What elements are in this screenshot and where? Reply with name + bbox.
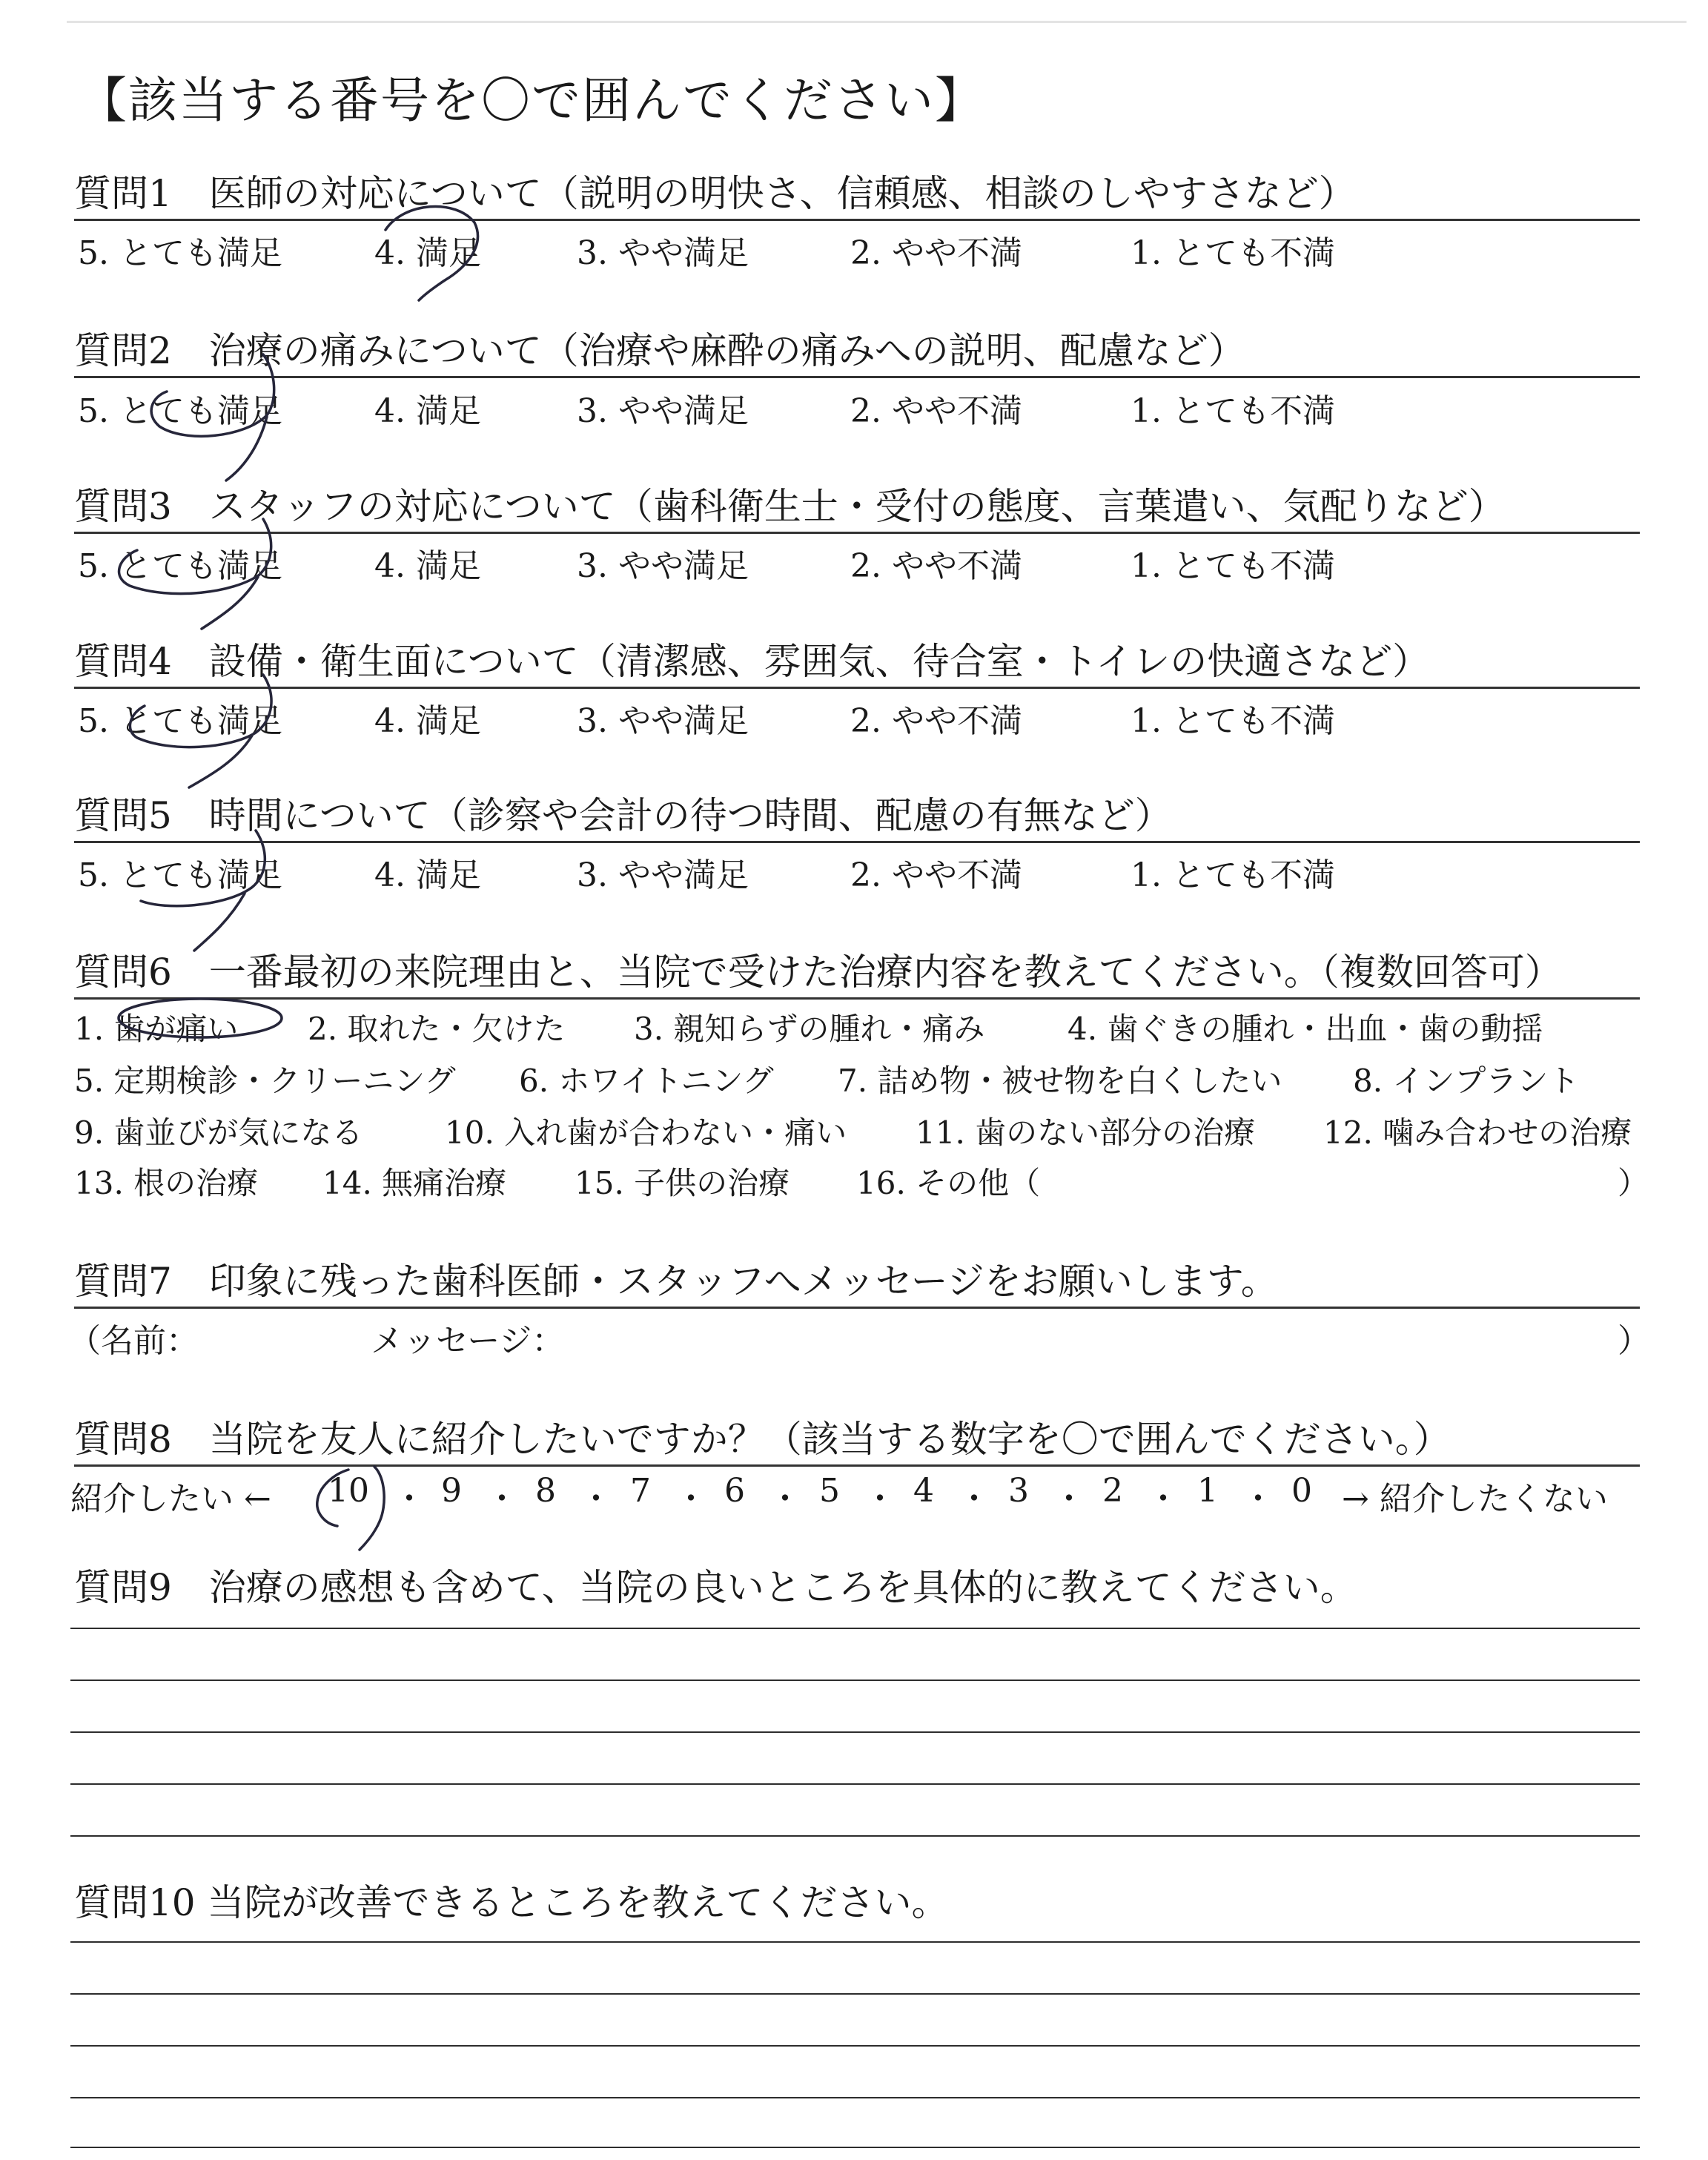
question-4-text: 質問4 設備・衛生面について（清潔感、雰囲気、待合室・トイレの快適さなど） xyxy=(74,640,1430,683)
question-9-text: 質問9 治療の感想も含めて、当院の良いところを具体的に教えてください。 xyxy=(74,1566,1357,1609)
q2-option-3[interactable]: 3. やや満足 xyxy=(577,392,749,430)
q6-option-6[interactable]: 6. ホワイトニング xyxy=(519,1063,774,1099)
question-5-header xyxy=(74,782,1640,843)
q5-option-4[interactable]: 4. 満足 xyxy=(374,856,481,894)
question-10-header xyxy=(74,1869,1640,1928)
q8-score-3[interactable]: 3 xyxy=(1008,1472,1029,1510)
q8-score-7[interactable]: 7 xyxy=(630,1472,651,1510)
q8-separator: ・ xyxy=(486,1480,518,1518)
question-3-header xyxy=(74,472,1640,534)
q8-score-10[interactable]: 10 xyxy=(328,1472,369,1510)
q1-option-1[interactable]: 1. とても不満 xyxy=(1131,234,1335,272)
q8-separator: ・ xyxy=(1147,1480,1179,1518)
q7-message-label[interactable]: メッセージ： xyxy=(371,1322,565,1360)
q2-option-4[interactable]: 4. 満足 xyxy=(374,392,481,430)
q10-answer-line[interactable] xyxy=(70,1993,1640,1995)
q8-separator: ・ xyxy=(958,1480,990,1518)
q9-answer-line[interactable] xyxy=(70,1680,1640,1681)
question-6-header xyxy=(74,938,1640,1000)
q5-option-5[interactable]: 5. とても満足 xyxy=(78,856,282,894)
q3-option-4[interactable]: 4. 満足 xyxy=(374,547,481,585)
q6-option-5[interactable]: 5. 定期検診・クリーニング xyxy=(74,1063,456,1099)
question-4-header xyxy=(74,627,1640,689)
question-3-text: 質問3 スタッフの対応について（歯科衛生士・受付の態度、言葉遣い、気配りなど） xyxy=(74,485,1506,528)
q9-answer-line[interactable] xyxy=(70,1731,1640,1733)
q9-answer-line[interactable] xyxy=(70,1835,1640,1837)
q2-option-5[interactable]: 5. とても満足 xyxy=(78,392,282,430)
q8-separator: ・ xyxy=(864,1480,896,1518)
q10-answer-line[interactable] xyxy=(70,2045,1640,2047)
q8-score-4[interactable]: 4 xyxy=(913,1472,934,1510)
q6-option-13[interactable]: 13. 根の治療 xyxy=(74,1165,259,1201)
q6-option-2[interactable]: 2. 取れた・欠けた xyxy=(308,1011,566,1047)
q8-score-2[interactable]: 2 xyxy=(1102,1472,1123,1510)
q3-option-1[interactable]: 1. とても不満 xyxy=(1131,547,1335,585)
q6-option-16[interactable]: 16. その他（ xyxy=(856,1165,1041,1201)
q8-separator: ・ xyxy=(769,1480,801,1518)
q8-separator: ・ xyxy=(1242,1480,1274,1518)
q8-score-6[interactable]: 6 xyxy=(724,1472,745,1510)
q6-option-12[interactable]: 12. 噛み合わせの治療 xyxy=(1323,1114,1632,1151)
q6-option-3[interactable]: 3. 親知らずの腫れ・痛み xyxy=(634,1011,985,1047)
question-1-header xyxy=(74,159,1640,221)
q6-option-15[interactable]: 15. 子供の治療 xyxy=(575,1165,790,1201)
q4-tail-mark xyxy=(189,736,252,787)
q8-separator: ・ xyxy=(580,1480,612,1518)
q9-answer-line[interactable] xyxy=(70,1783,1640,1785)
question-9-header xyxy=(74,1553,1640,1613)
q6-option-7[interactable]: 7. 詰め物・被せ物を白くしたい xyxy=(838,1063,1282,1099)
q8-separator: ・ xyxy=(393,1480,426,1518)
q8-right-label: → 紹介したくない xyxy=(1342,1480,1608,1518)
q2-option-2[interactable]: 2. やや不満 xyxy=(850,392,1022,430)
q1-option-2[interactable]: 2. やや不満 xyxy=(850,234,1022,272)
q8-score-8[interactable]: 8 xyxy=(535,1472,556,1510)
q5-option-1[interactable]: 1. とても不満 xyxy=(1131,856,1335,894)
q6-option-8[interactable]: 8. インプラント xyxy=(1353,1063,1580,1099)
question-1-text: 質問1 医師の対応について（説明の明快さ、信頼感、相談のしやすさなど） xyxy=(74,172,1356,215)
q6-option-4[interactable]: 4. 歯ぐきの腫れ・出血・歯の動揺 xyxy=(1068,1011,1543,1047)
q4-option-4[interactable]: 4. 満足 xyxy=(374,702,481,740)
q6-option-11[interactable]: 11. 歯のない部分の治療 xyxy=(916,1114,1256,1151)
q4-option-5[interactable]: 5. とても満足 xyxy=(78,702,282,740)
question-2-text: 質問2 治療の痛みについて（治療や麻酔の痛みへの説明、配慮など） xyxy=(74,329,1245,372)
q6-option-1[interactable]: 1. 歯が痛い xyxy=(74,1011,239,1047)
q1-option-5[interactable]: 5. とても満足 xyxy=(78,234,282,272)
q1-option-4[interactable]: 4. 満足 xyxy=(374,234,481,272)
q4-option-1[interactable]: 1. とても不満 xyxy=(1131,702,1335,740)
q6-option-9[interactable]: 9. 歯並びが気になる xyxy=(74,1114,363,1151)
q8-left-label: 紹介したい ← xyxy=(70,1480,271,1518)
q1-option-3[interactable]: 3. やや満足 xyxy=(577,234,749,272)
q6-other-close-paren: ） xyxy=(1618,1165,1649,1201)
question-10-text: 質問10 当院が改善できるところを教えてください。 xyxy=(74,1881,949,1924)
q4-option-2[interactable]: 2. やや不満 xyxy=(850,702,1022,740)
question-8-header xyxy=(74,1405,1640,1467)
q10-answer-line[interactable] xyxy=(70,2147,1640,2148)
question-7-text: 質問7 印象に残った歯科医師・スタッフへメッセージをお願いします。 xyxy=(74,1260,1278,1303)
q5-option-2[interactable]: 2. やや不満 xyxy=(850,856,1022,894)
q10-answer-line[interactable] xyxy=(70,2097,1640,2098)
q6-option-14[interactable]: 14. 無痛治療 xyxy=(322,1165,507,1201)
q8-score-1[interactable]: 1 xyxy=(1197,1472,1218,1510)
q8-separator: ・ xyxy=(1053,1480,1085,1518)
q7-name-label[interactable]: （名前： xyxy=(68,1322,199,1360)
q8-separator: ・ xyxy=(675,1480,707,1518)
q5-option-3[interactable]: 3. やや満足 xyxy=(577,856,749,894)
q3-option-5[interactable]: 5. とても満足 xyxy=(78,547,282,585)
q8-score-0[interactable]: 0 xyxy=(1291,1472,1312,1510)
q7-close-paren: ） xyxy=(1618,1322,1650,1360)
question-2-header xyxy=(74,317,1640,378)
question-5-text: 質問5 時間について（診察や会計の待つ時間、配慮の有無など） xyxy=(74,794,1172,837)
q8-score-5[interactable]: 5 xyxy=(819,1472,840,1510)
question-6-text: 質問6 一番最初の来院理由と、当院で受けた治療内容を教えてください。（複数回答可） xyxy=(74,951,1562,994)
q9-answer-line[interactable] xyxy=(70,1628,1640,1629)
q6-option-10[interactable]: 10. 入れ歯が合わない・痛い xyxy=(445,1114,847,1151)
q8-score-9[interactable]: 9 xyxy=(441,1472,462,1510)
q4-option-3[interactable]: 3. やや満足 xyxy=(577,702,749,740)
q10-answer-line[interactable] xyxy=(70,1941,1640,1943)
question-8-text: 質問8 当院を友人に紹介したいですか？（該当する数字を〇で囲んでください。） xyxy=(74,1418,1451,1461)
page-title: 【該当する番号を〇で囲んでください】 xyxy=(78,72,985,129)
page-top-edge xyxy=(67,21,1687,23)
q2-option-1[interactable]: 1. とても不満 xyxy=(1131,392,1335,430)
question-7-header xyxy=(74,1247,1640,1309)
q3-option-2[interactable]: 2. やや不満 xyxy=(850,547,1022,585)
q3-option-3[interactable]: 3. やや満足 xyxy=(577,547,749,585)
